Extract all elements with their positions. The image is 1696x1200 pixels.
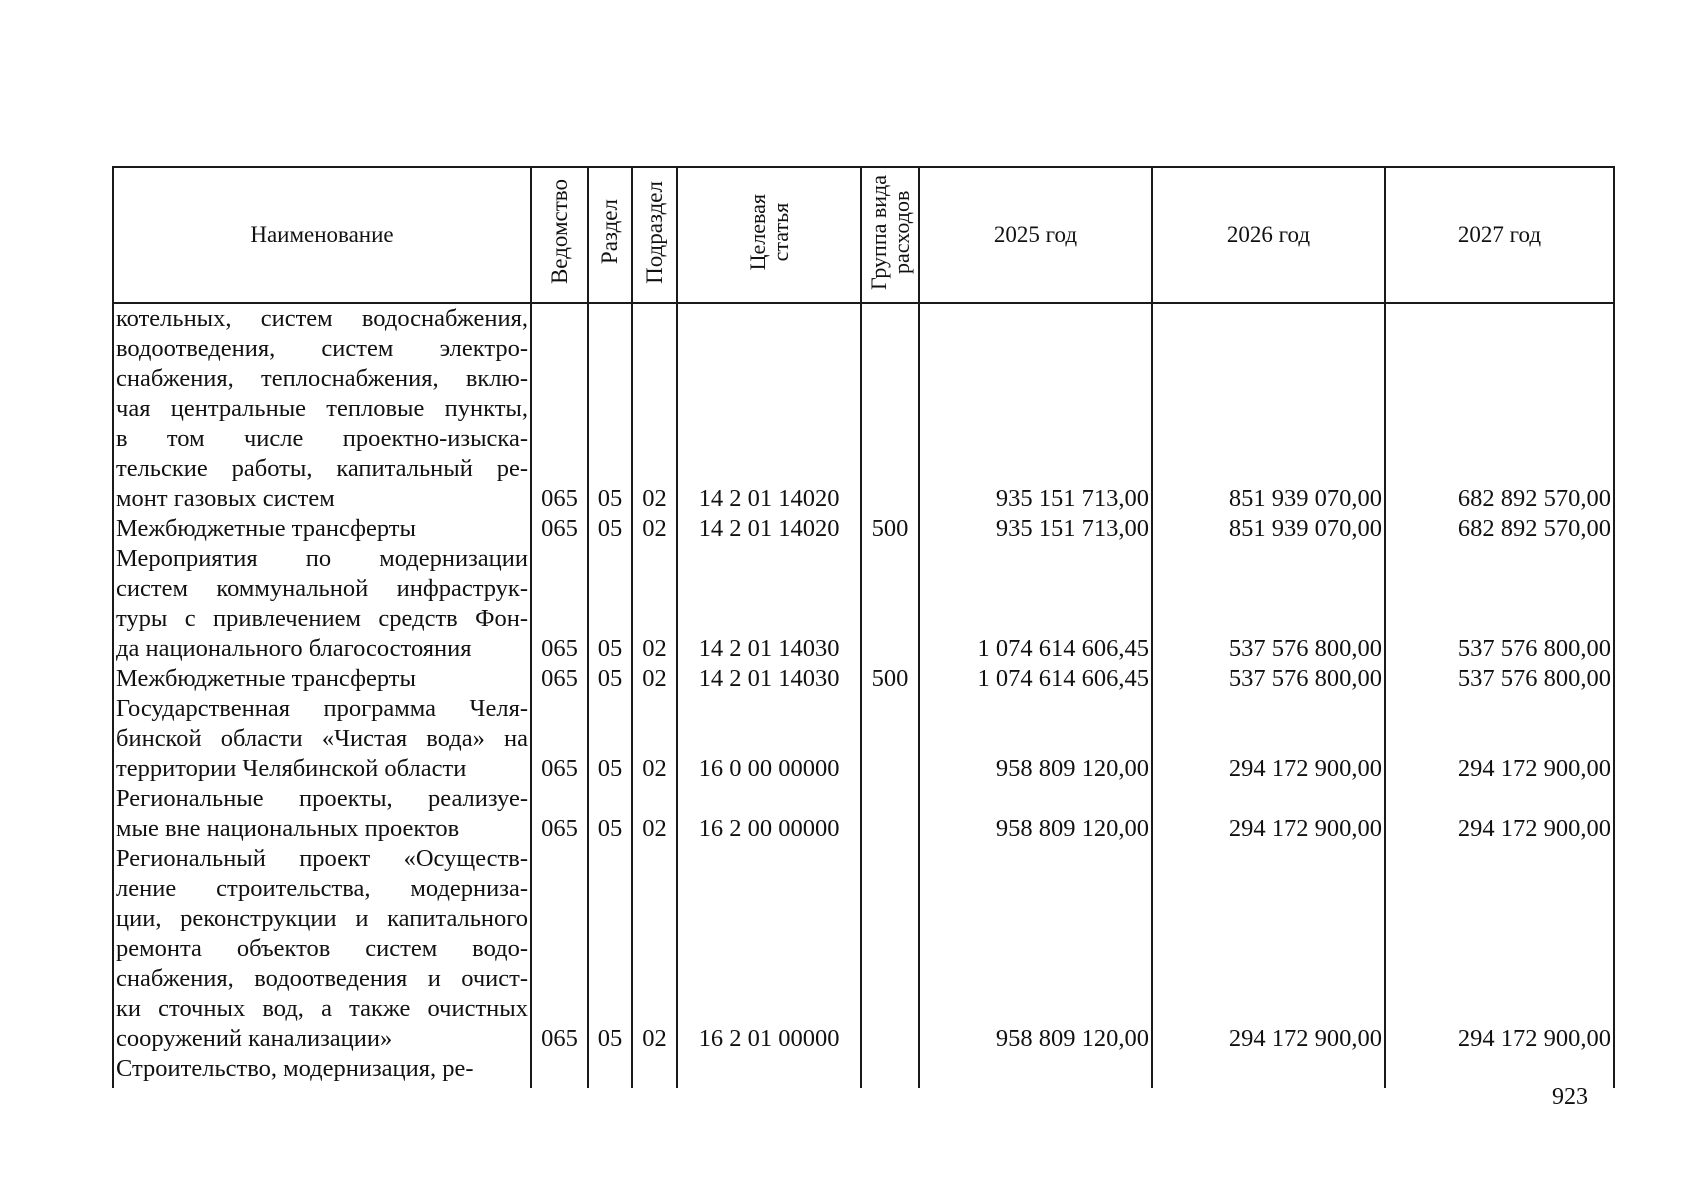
name-line: Межбюджетные трансферты — [116, 515, 416, 542]
amount-2027-cell: 682 892 570,00 — [1385, 514, 1614, 544]
header-year-2026: 2026 год — [1152, 167, 1385, 303]
name-line: да национального благосостояния — [116, 635, 472, 662]
name-line: территории Челябинской области — [116, 755, 467, 782]
name-cell — [113, 784, 531, 844]
vedomstvo-cell: 065 — [531, 664, 588, 694]
name-line: котельных, систем водоснабжения, — [116, 305, 528, 332]
header-year-2025: 2025 год — [919, 167, 1152, 303]
vedomstvo-cell — [531, 1054, 588, 1088]
amount-2026-cell: 294 172 900,00 — [1152, 694, 1385, 784]
name-cell — [113, 694, 531, 784]
name-line: бинской области «Чистая вода» на — [116, 725, 528, 752]
header-vedomstvo: Ведомство — [531, 167, 588, 303]
name-cell — [113, 544, 531, 664]
podrazdel-cell: 02 — [632, 784, 677, 844]
amount-2025-cell — [919, 1054, 1152, 1088]
name-line: ремонта объектов систем водо- — [116, 935, 528, 962]
podrazdel-cell: 02 — [632, 514, 677, 544]
header-razdel: Раздел — [588, 167, 632, 303]
name-line: ление строительства, модерниза- — [116, 875, 528, 902]
amount-2027-cell: 537 576 800,00 — [1385, 664, 1614, 694]
name-line: Межбюджетные трансферты — [116, 665, 416, 692]
amount-2026-cell — [1152, 1054, 1385, 1088]
vedomstvo-cell: 065 — [531, 784, 588, 844]
name-line: ки сточных вод, а также очистных — [116, 995, 528, 1022]
podrazdel-cell: 02 — [632, 303, 677, 514]
amount-2025-cell: 958 809 120,00 — [919, 844, 1152, 1054]
name-cell — [113, 1054, 531, 1088]
name-line: ции, реконструкции и капитального — [116, 905, 528, 932]
razdel-cell: 05 — [588, 784, 632, 844]
amount-2025-cell: 958 809 120,00 — [919, 694, 1152, 784]
gruppa-cell: 500 — [861, 664, 919, 694]
amount-2027-cell: 294 172 900,00 — [1385, 844, 1614, 1054]
razdel-cell: 05 — [588, 303, 632, 514]
name-line: сооружений канализации» — [116, 1025, 393, 1052]
gruppa-cell — [861, 694, 919, 784]
amount-2026-cell: 851 939 070,00 — [1152, 303, 1385, 514]
table-row — [113, 303, 1614, 514]
razdel-cell: 05 — [588, 514, 632, 544]
podrazdel-cell — [632, 1054, 677, 1088]
vedomstvo-cell: 065 — [531, 303, 588, 514]
tselevaya-statya-cell: 14 2 01 14030 — [677, 664, 861, 694]
name-cell — [113, 303, 531, 514]
name-line: туры с привлечением средств Фон- — [116, 605, 528, 632]
amount-2026-cell: 537 576 800,00 — [1152, 664, 1385, 694]
header-row — [113, 167, 1614, 303]
amount-2027-cell: 294 172 900,00 — [1385, 694, 1614, 784]
name-line: Строительство, модернизация, ре- — [116, 1055, 474, 1082]
budget-table — [112, 166, 1615, 1088]
amount-2025-cell: 935 151 713,00 — [919, 303, 1152, 514]
vedomstvo-cell: 065 — [531, 844, 588, 1054]
name-cell — [113, 664, 531, 694]
page-number: 923 — [1552, 1084, 1588, 1110]
name-line: Государственная программа Челя- — [116, 695, 528, 722]
amount-2026-cell: 851 939 070,00 — [1152, 514, 1385, 544]
name-line: Мероприятия по модернизации — [116, 545, 528, 572]
table-row — [113, 544, 1614, 664]
name-line: чая центральные тепловые пункты, — [116, 395, 528, 422]
tselevaya-statya-cell — [677, 1054, 861, 1088]
tselevaya-statya-cell: 16 2 00 00000 — [677, 784, 861, 844]
name-line: в том числе проектно-изыска- — [116, 425, 528, 452]
amount-2027-cell: 537 576 800,00 — [1385, 544, 1614, 664]
table-row — [113, 694, 1614, 784]
amount-2026-cell: 537 576 800,00 — [1152, 544, 1385, 664]
razdel-cell: 05 — [588, 664, 632, 694]
name-line: Региональные проекты, реализуе- — [116, 785, 528, 812]
header-gruppa-vida-rashodov: Группа вида расходов — [861, 167, 919, 303]
razdel-cell: 05 — [588, 844, 632, 1054]
podrazdel-cell: 02 — [632, 664, 677, 694]
amount-2027-cell — [1385, 1054, 1614, 1088]
razdel-cell: 05 — [588, 544, 632, 664]
gruppa-cell: 500 — [861, 514, 919, 544]
amount-2027-cell: 682 892 570,00 — [1385, 303, 1614, 514]
amount-2025-cell: 1 074 614 606,45 — [919, 544, 1152, 664]
name-line: монт газовых систем — [116, 485, 335, 512]
tselevaya-statya-cell: 16 0 00 00000 — [677, 694, 861, 784]
amount-2025-cell: 1 074 614 606,45 — [919, 664, 1152, 694]
name-cell — [113, 514, 531, 544]
tselevaya-statya-cell: 16 2 01 00000 — [677, 844, 861, 1054]
name-cell — [113, 844, 531, 1054]
table-row — [113, 514, 1614, 544]
razdel-cell: 05 — [588, 694, 632, 784]
name-line: тельские работы, капитальный ре- — [116, 455, 528, 482]
name-line: Региональный проект «Осуществ- — [116, 845, 528, 872]
gruppa-cell — [861, 844, 919, 1054]
table-row — [113, 1054, 1614, 1088]
table-row — [113, 664, 1614, 694]
name-line: систем коммунальной инфраструк- — [116, 575, 528, 602]
gruppa-cell — [861, 303, 919, 514]
podrazdel-cell: 02 — [632, 694, 677, 784]
name-line: снабжения, водоотведения и очист- — [116, 965, 528, 992]
gruppa-cell — [861, 784, 919, 844]
table-row — [113, 844, 1614, 1054]
tselevaya-statya-cell: 14 2 01 14020 — [677, 303, 861, 514]
table-row — [113, 784, 1614, 844]
header-name: Наименование — [113, 167, 531, 303]
header-tselevaya-statya: Целевая статья — [677, 167, 861, 303]
gruppa-cell — [861, 544, 919, 664]
name-line: снабжения, теплоснабжения, вклю- — [116, 365, 528, 392]
tselevaya-statya-cell: 14 2 01 14030 — [677, 544, 861, 664]
header-podrazdel: Подраздел — [632, 167, 677, 303]
tselevaya-statya-cell: 14 2 01 14020 — [677, 514, 861, 544]
amount-2025-cell: 935 151 713,00 — [919, 514, 1152, 544]
amount-2026-cell: 294 172 900,00 — [1152, 844, 1385, 1054]
vedomstvo-cell: 065 — [531, 514, 588, 544]
header-year-2027: 2027 год — [1385, 167, 1614, 303]
vedomstvo-cell: 065 — [531, 694, 588, 784]
gruppa-cell — [861, 1054, 919, 1088]
podrazdel-cell: 02 — [632, 544, 677, 664]
name-line: мые вне национальных проектов — [116, 815, 460, 842]
podrazdel-cell: 02 — [632, 844, 677, 1054]
vedomstvo-cell: 065 — [531, 544, 588, 664]
razdel-cell — [588, 1054, 632, 1088]
amount-2027-cell: 294 172 900,00 — [1385, 784, 1614, 844]
amount-2025-cell: 958 809 120,00 — [919, 784, 1152, 844]
amount-2026-cell: 294 172 900,00 — [1152, 784, 1385, 844]
name-line: водоотведения, систем электро- — [116, 335, 528, 362]
